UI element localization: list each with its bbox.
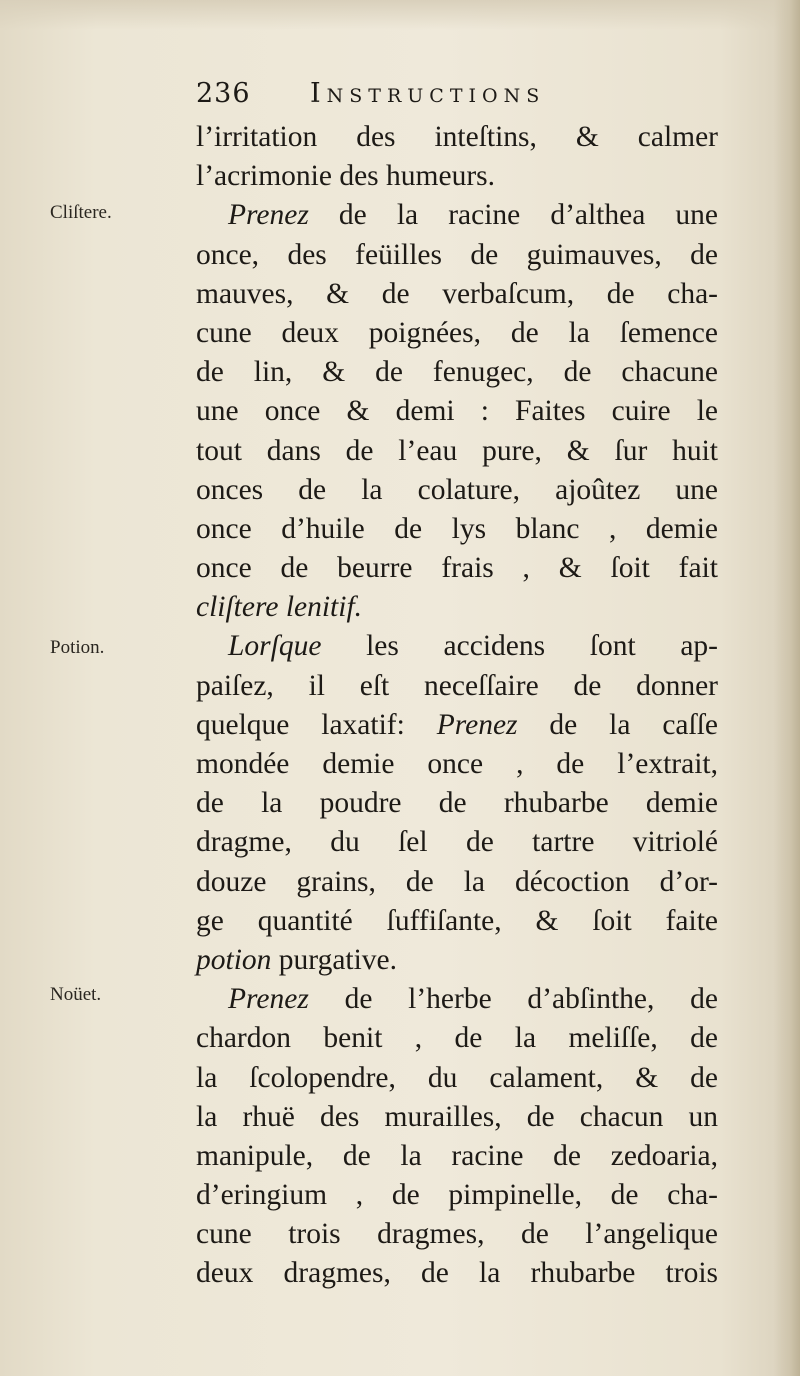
text-line: l’acrimonie des humeurs. xyxy=(196,160,496,193)
margin-note-potion: Potion. xyxy=(50,637,105,658)
margin-note-clistere: Cliſtere. xyxy=(50,202,112,223)
running-title: Instructions xyxy=(310,78,546,109)
text-line: once, des feüilles de guimauves, de xyxy=(196,238,718,271)
body-text xyxy=(196,118,718,1294)
text-line: mauves, & de verbaſcum, de cha- xyxy=(196,277,718,310)
text-line: chardon benit , de la meliſſe, de xyxy=(196,1022,718,1055)
text-line: d’eringium , de pimpinelle, de cha- xyxy=(196,1179,718,1212)
text-line xyxy=(196,627,718,666)
italic-word: Prenez xyxy=(228,199,309,232)
text-line: de la poudre de rhubarbe demie xyxy=(196,787,718,820)
text-line: mondée demie once , de l’extrait, xyxy=(196,748,718,780)
text-line xyxy=(196,196,718,235)
text-line: une once & demi : Faites cuire le xyxy=(196,395,718,428)
text-line: once d’huile de lys blanc , demie xyxy=(196,512,718,545)
text-fragment: quelque laxatif: xyxy=(196,708,437,741)
text-fragment: de la racine d’althea une xyxy=(308,199,718,232)
text-line: tout dans de l’eau pure, & ſur huit xyxy=(196,434,718,467)
text-line xyxy=(196,980,718,1019)
italic-word: Prenez xyxy=(436,708,518,741)
margin-note-nouet: Noüet. xyxy=(50,984,102,1005)
italic-word: potion xyxy=(196,943,272,976)
text-line: deux dragmes, de la rhubarbe trois xyxy=(196,1257,718,1290)
text-line: l’irritation des inteſtins, & calmer xyxy=(196,121,718,153)
text-line: cune deux poignées, de la ſemence xyxy=(196,316,718,349)
text-line: onces de la colature, ajoûtez une xyxy=(196,473,718,506)
text-line xyxy=(196,941,718,980)
page-right-edge xyxy=(774,0,800,1376)
italic-word: Lorſque xyxy=(228,630,322,663)
text-line: once de beurre frais , & ſoit fait xyxy=(196,552,718,585)
text-fragment: de la caſſe xyxy=(517,708,718,741)
text-line: la ſcolopendre, du calament, & de xyxy=(196,1061,718,1094)
text-line: dragme, du ſel de tartre vitriolé xyxy=(196,826,718,859)
page-header xyxy=(196,78,656,118)
page-top-shadow xyxy=(0,0,800,30)
italic-word: Prenez xyxy=(228,983,309,1016)
text-line: la rhuë des murailles, de chacun un xyxy=(196,1100,718,1133)
text-line: cliſtere lenitif. xyxy=(196,591,363,624)
text-line: cune trois dragmes, de l’angelique xyxy=(196,1218,718,1251)
text-line: ge quantité ſuffiſante, & ſoit faite xyxy=(196,904,718,937)
text-fragment: de l’herbe d’abſinthe, de xyxy=(308,983,718,1016)
text-line xyxy=(196,706,718,745)
text-line: de lin, & de fenugec, de chacune xyxy=(196,356,718,389)
text-fragment: les accidens ſont ap- xyxy=(321,630,718,663)
text-line: paiſez, il eſt neceſſaire de donner xyxy=(196,669,718,702)
text-line: douze grains, de la décoction d’or- xyxy=(196,865,718,898)
text-line: manipule, de la racine de zedoaria, xyxy=(196,1139,718,1172)
text-fragment: purgative. xyxy=(271,943,398,976)
page-number: 236 xyxy=(196,78,251,109)
